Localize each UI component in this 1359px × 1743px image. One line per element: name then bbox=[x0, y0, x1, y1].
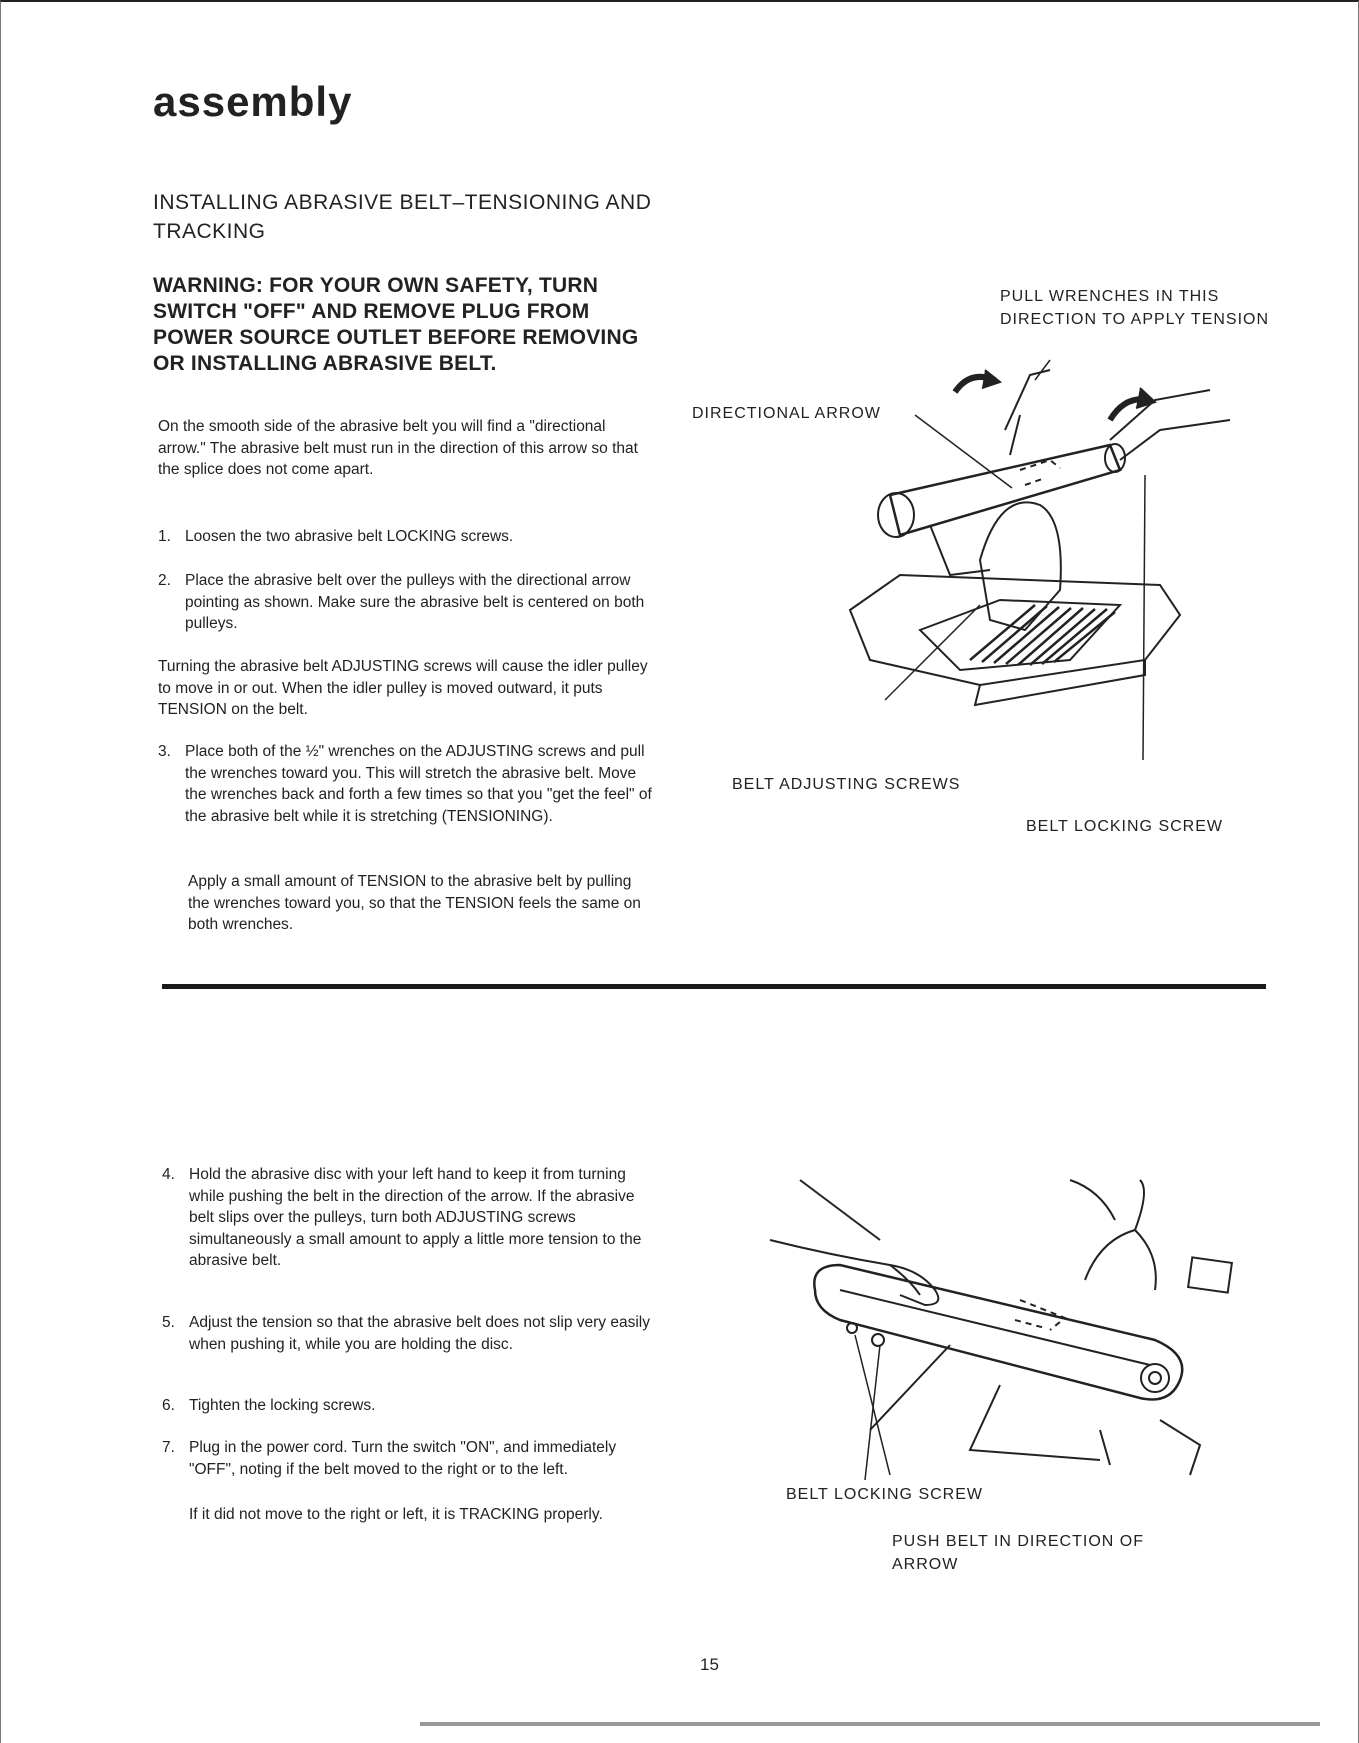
step-5 bbox=[162, 1312, 662, 1355]
step-3 bbox=[158, 741, 658, 827]
step-text: Place the abrasive belt over the pulleys with the directional arrow pointing as shown. Make sure the abrasive belt is centered on both pulleys. bbox=[185, 572, 645, 632]
directional-arrow-label: DIRECTIONAL ARROW bbox=[692, 405, 881, 422]
step-7 bbox=[162, 1437, 662, 1480]
step-4 bbox=[162, 1164, 662, 1272]
step-text: Hold the abrasive disc with your left hand to keep it from turning while pushing the belt in the direction of the arrow. If the abrasive belt slips over the pulleys, turn both ADJUSTING screws simultaneously a small amount to apply a little more tension to the abrasive belt. bbox=[189, 1166, 642, 1269]
step-number: 6. bbox=[162, 1397, 175, 1414]
step-6 bbox=[162, 1395, 662, 1417]
safety-warning: WARNING: FOR YOUR OWN SAFETY, TURN SWITCH "OFF" AND REMOVE PLUG FROM POWER SOURCE OUTLET BEFORE REMOVING OR INSTALLING ABRASIVE BELT. bbox=[153, 274, 639, 375]
push-belt-label: PUSH BELT IN DIRECTION OF ARROW bbox=[892, 1533, 1144, 1573]
section-divider bbox=[162, 984, 1266, 989]
step-text: Loosen the two abrasive belt LOCKING screws. bbox=[185, 528, 514, 545]
belt-locking-screw-label-2: BELT LOCKING SCREW bbox=[786, 1486, 983, 1503]
step-number: 4. bbox=[162, 1166, 175, 1183]
step-1 bbox=[158, 526, 658, 548]
page-number: 15 bbox=[700, 1655, 719, 1674]
step-2 bbox=[158, 570, 658, 635]
step-text: Plug in the power cord. Turn the switch "ON", and immediately "OFF", noting if the belt moved to the right or to the left. bbox=[189, 1439, 617, 1478]
pull-wrenches-label: PULL WRENCHES IN THIS DIRECTION TO APPLY TENSION bbox=[1000, 288, 1270, 328]
scan-edge-band bbox=[420, 1722, 1320, 1726]
step-text: Place both of the ½" wrenches on the ADJUSTING screws and pull the wrenches toward you. This will stretch the abrasive belt. Move the wrenches back and forth a few times so that you "get the feel" of the abrasive belt while it is stretching (TENSIONING). bbox=[185, 743, 652, 825]
step-number: 5. bbox=[162, 1314, 175, 1331]
step-number: 1. bbox=[158, 528, 171, 545]
section-heading: INSTALLING ABRASIVE BELT–TENSIONING AND TRACKING bbox=[153, 191, 652, 243]
tracking-note: If it did not move to the right or left, it is TRACKING properly. bbox=[189, 1506, 603, 1523]
step-text: Tighten the locking screws. bbox=[189, 1397, 376, 1414]
belt-locking-screw-label: BELT LOCKING SCREW bbox=[1026, 818, 1223, 835]
step-number: 3. bbox=[158, 743, 171, 760]
belt-push-illustration bbox=[770, 1170, 1260, 1480]
apply-note: Apply a small amount of TENSION to the abrasive belt by pulling the wrenches toward you, so that the TENSION feels the same on both wrenches. bbox=[188, 873, 641, 933]
step-number: 2. bbox=[158, 572, 171, 589]
intro-paragraph: On the smooth side of the abrasive belt you will find a "directional arrow." The abrasive belt must run in the direction of this arrow so that the splice does not come apart. bbox=[158, 418, 638, 478]
step-text: Adjust the tension so that the abrasive belt does not slip very easily when pushing it, while you are holding the disc. bbox=[189, 1314, 650, 1353]
step-number: 7. bbox=[162, 1439, 175, 1456]
section-title: assembly bbox=[153, 78, 353, 125]
belt-adjusting-screws-label: BELT ADJUSTING SCREWS bbox=[732, 776, 961, 793]
adjusting-note: Turning the abrasive belt ADJUSTING screws will cause the idler pulley to move in or out. When the idler pulley is moved outward, it puts TENSION on the belt. bbox=[158, 658, 648, 718]
